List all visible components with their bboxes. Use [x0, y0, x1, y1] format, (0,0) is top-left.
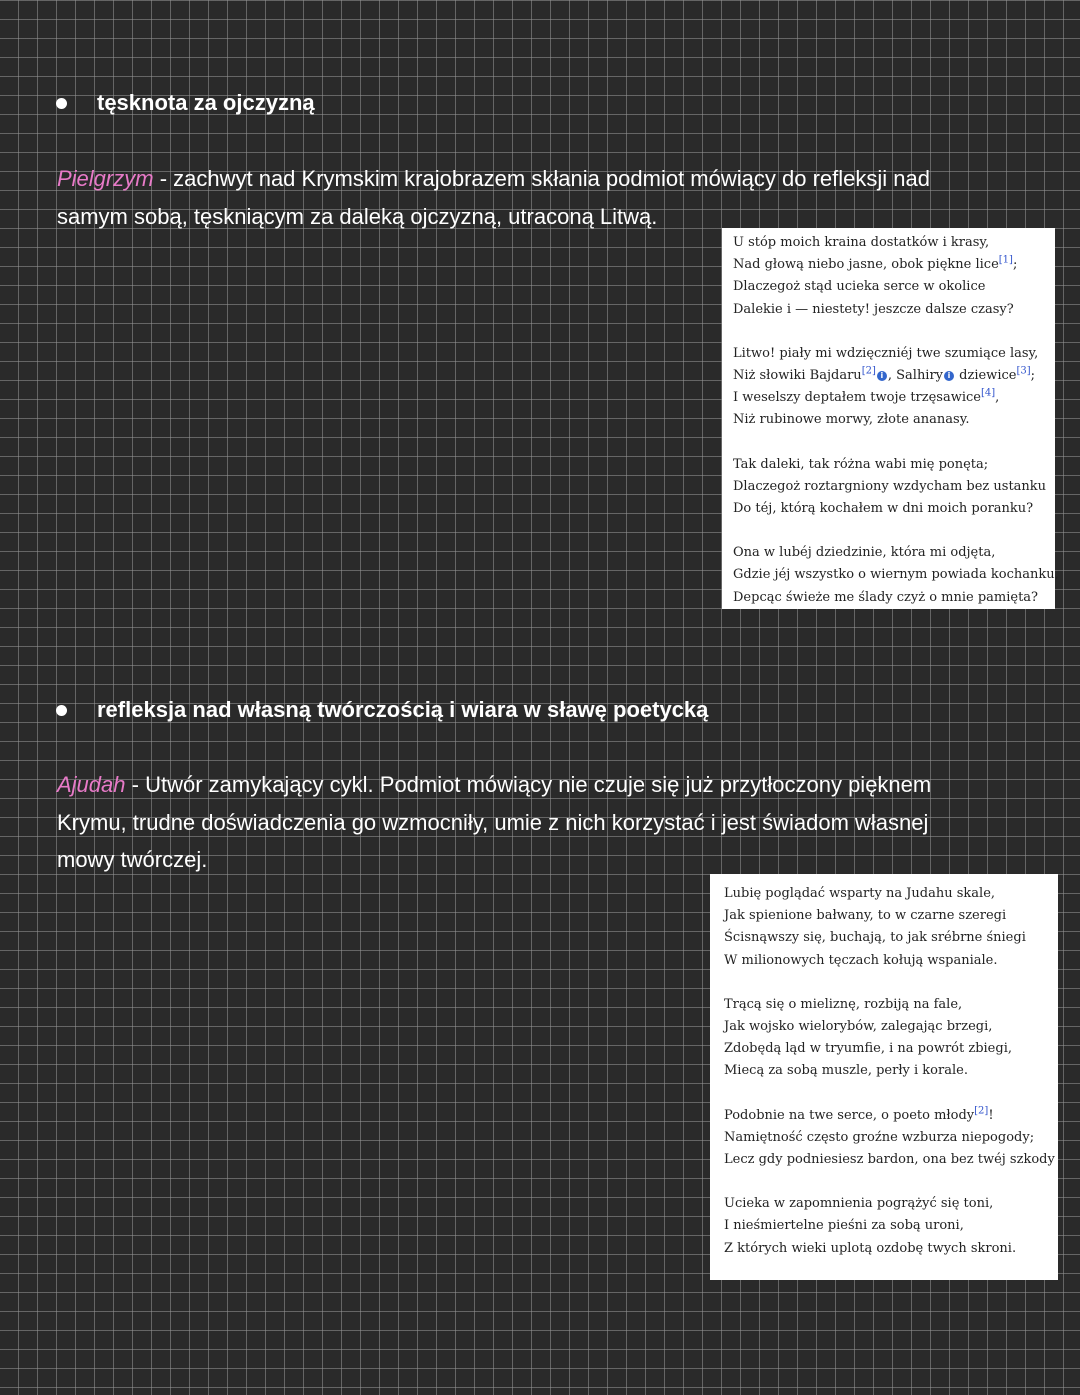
- poem-line: Jak spienione bałwany, to w czarne szeregi: [724, 908, 1007, 924]
- poem-line: I nieśmiertelne pieśni za sobą uroni,: [724, 1218, 964, 1234]
- poem-stanza: [724, 1193, 1058, 1260]
- poem-line: Ona w lubéj dziedzinie, która mi odjęta,: [733, 545, 996, 561]
- poem-line: Ścisnąwszy się, buchają, to jak srébrne śniegi: [724, 930, 1026, 946]
- info-icon[interactable]: i: [944, 371, 954, 381]
- poem-excerpt-pielgrzym: [722, 228, 1059, 609]
- poem-stanza: [733, 232, 1055, 321]
- footnote-link[interactable]: [4]: [980, 387, 996, 399]
- footnote-link[interactable]: [2]: [974, 1105, 989, 1117]
- poem-line: I weselszy deptałem twoje trzęsawice[4],: [733, 387, 1000, 406]
- footnote-link[interactable]: [3]: [1016, 365, 1031, 377]
- poem-line: Zdobędą ląd w tryumfie, i na powrót zbiegi,: [724, 1041, 1012, 1057]
- bullet-dot: [56, 98, 67, 109]
- section-heading-1: [56, 90, 315, 116]
- description-text: - zachwyt nad Krymskim krajobrazem skłania podmiot mówiący do refleksji nad: [153, 166, 930, 191]
- work-title: Ajudah: [57, 772, 126, 797]
- poem-line: Trącą się o mieliznę, rozbiją na fale,: [724, 996, 963, 1012]
- poem-stanza: [733, 542, 1059, 609]
- poem-excerpt-ajudah: [710, 874, 1058, 1280]
- section-2-description: [57, 766, 1017, 879]
- poem-line: Podobnie na twe serce, o poeto młody[2]!: [724, 1105, 994, 1123]
- heading-text: refleksja nad własną twórczością i wiara w sławę poetycką: [97, 697, 709, 722]
- heading-text: tęsknota za ojczyzną: [97, 90, 315, 115]
- poem-line: Jak wojsko wielorybów, zalegając brzegi,: [724, 1019, 993, 1035]
- description-text: samym sobą, tęskniącym za daleką ojczyzną, utraconą Litwą.: [57, 203, 658, 229]
- footnote-link[interactable]: [1]: [998, 254, 1013, 266]
- section-heading-2: [56, 697, 708, 723]
- poem-stanza: [724, 1105, 1058, 1172]
- poem-line: Dlaczegoż roztargniony wzdycham bez ustanku: [733, 478, 1047, 494]
- poem-stanza: [733, 454, 1055, 521]
- poem-line: Z których wieki uplotą ozdobę twych skroni.: [724, 1240, 1017, 1256]
- poem-line: Tak daleki, tak różna wabi mię ponęta;: [733, 456, 989, 472]
- description-text: Krymu, trudne doświadczenia go wzmocniły, umie z nich korzystać i jest świadom własnej: [57, 809, 929, 835]
- poem-line: Dlaczegoż stąd ucieka serce w okolice: [733, 279, 986, 295]
- poem-line: Nad głową niebo jasne, obok piękne lice[1];: [733, 254, 1018, 273]
- description-text: mowy twórczej.: [57, 847, 208, 872]
- footnote-link[interactable]: [2]: [861, 365, 876, 377]
- info-icon[interactable]: i: [877, 371, 887, 381]
- poem-line: Litwo! piały mi wdzięczniéj twe szumiące lasy,: [733, 345, 1039, 361]
- poem-line: Do téj, którą kochałem w dni moich poranku?: [733, 501, 1034, 517]
- poem-line: W milionowych tęczach kołują wspaniale.: [724, 952, 998, 968]
- poem-line: Miecą za sobą muszle, perły i korale.: [724, 1063, 968, 1079]
- poem-line: Namiętność często groźne wzburza niepogody;: [724, 1129, 1035, 1145]
- poem-line: Gdzie jéj wszystko o wiernym powiada kochanku,: [733, 567, 1059, 583]
- poem-stanza: [724, 883, 1058, 972]
- bullet-dot: [56, 705, 67, 716]
- poem-line: Lecz gdy podniesiesz bardon, ona bez twéj szkody: [724, 1152, 1055, 1168]
- poem-stanza: [733, 343, 1055, 432]
- work-title: Pielgrzym: [57, 166, 154, 191]
- poem-line: Ucieka w zapomnienia pogrążyć się toni,: [724, 1196, 994, 1212]
- poem-line: Niż rubinowe morwy, złote ananasy.: [733, 412, 970, 428]
- poem-line: Niż słowiki Bajdaru[2] i , Salhiry i dziewice[3];: [733, 365, 1036, 384]
- poem-line: U stóp moich kraina dostatków i krasy,: [733, 235, 990, 250]
- description-text: - Utwór zamykający cykl. Podmiot mówiący nie czuje się już przytłoczony pięknem: [125, 772, 932, 797]
- section-1-description: [57, 160, 1017, 235]
- poem-stanza: [724, 994, 1058, 1083]
- poem-line: Lubię poglądać wsparty na Judahu skale,: [724, 886, 996, 901]
- poem-line: Dalekie i — niestety! jeszcze dalsze czasy?: [733, 301, 1014, 317]
- poem-line: Depcąc świeże me ślady czyż o mnie pamięta?: [733, 589, 1039, 605]
